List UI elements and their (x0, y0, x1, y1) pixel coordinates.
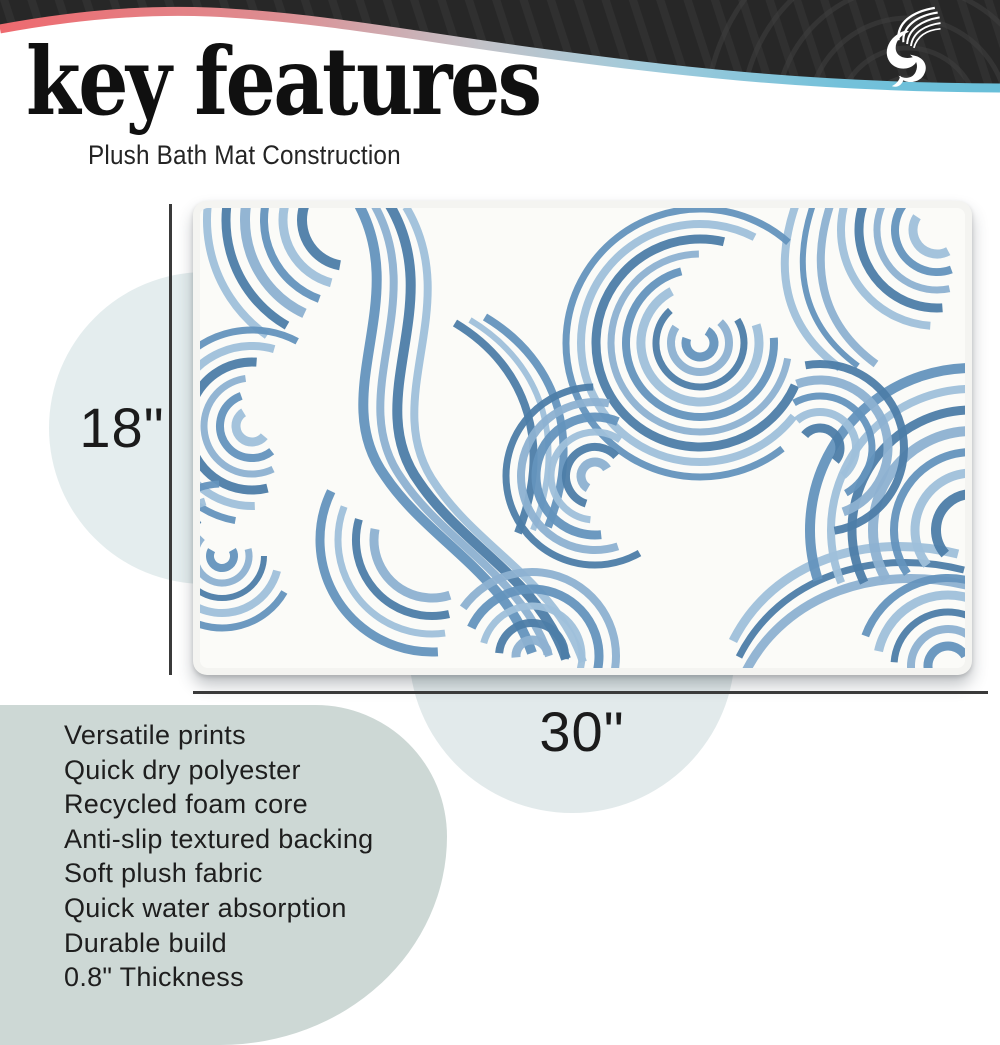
feature-item: Recycled foam core (64, 789, 308, 820)
feature-item: Versatile prints (64, 720, 246, 750)
brand-logo-s-icon (879, 4, 941, 88)
bath-mat-pattern (200, 208, 965, 668)
feature-item: Durable build (64, 927, 227, 958)
width-dimension-line (193, 691, 988, 694)
feature-item: Quick dry polyester (64, 754, 301, 785)
page-subtitle: Plush Bath Mat Construction (88, 140, 401, 170)
feature-item: Quick water absorption (64, 892, 347, 923)
feature-item: Soft plush fabric (64, 858, 263, 889)
height-dimension-label: 18" (79, 396, 165, 459)
feature-list (64, 718, 373, 995)
feature-item: Anti-slip textured backing (64, 823, 374, 854)
width-dimension-label: 30" (539, 700, 625, 763)
page-title: key features (26, 27, 540, 137)
feature-item: 0.8" Thickness (64, 962, 244, 993)
bath-mat-image (193, 201, 972, 675)
